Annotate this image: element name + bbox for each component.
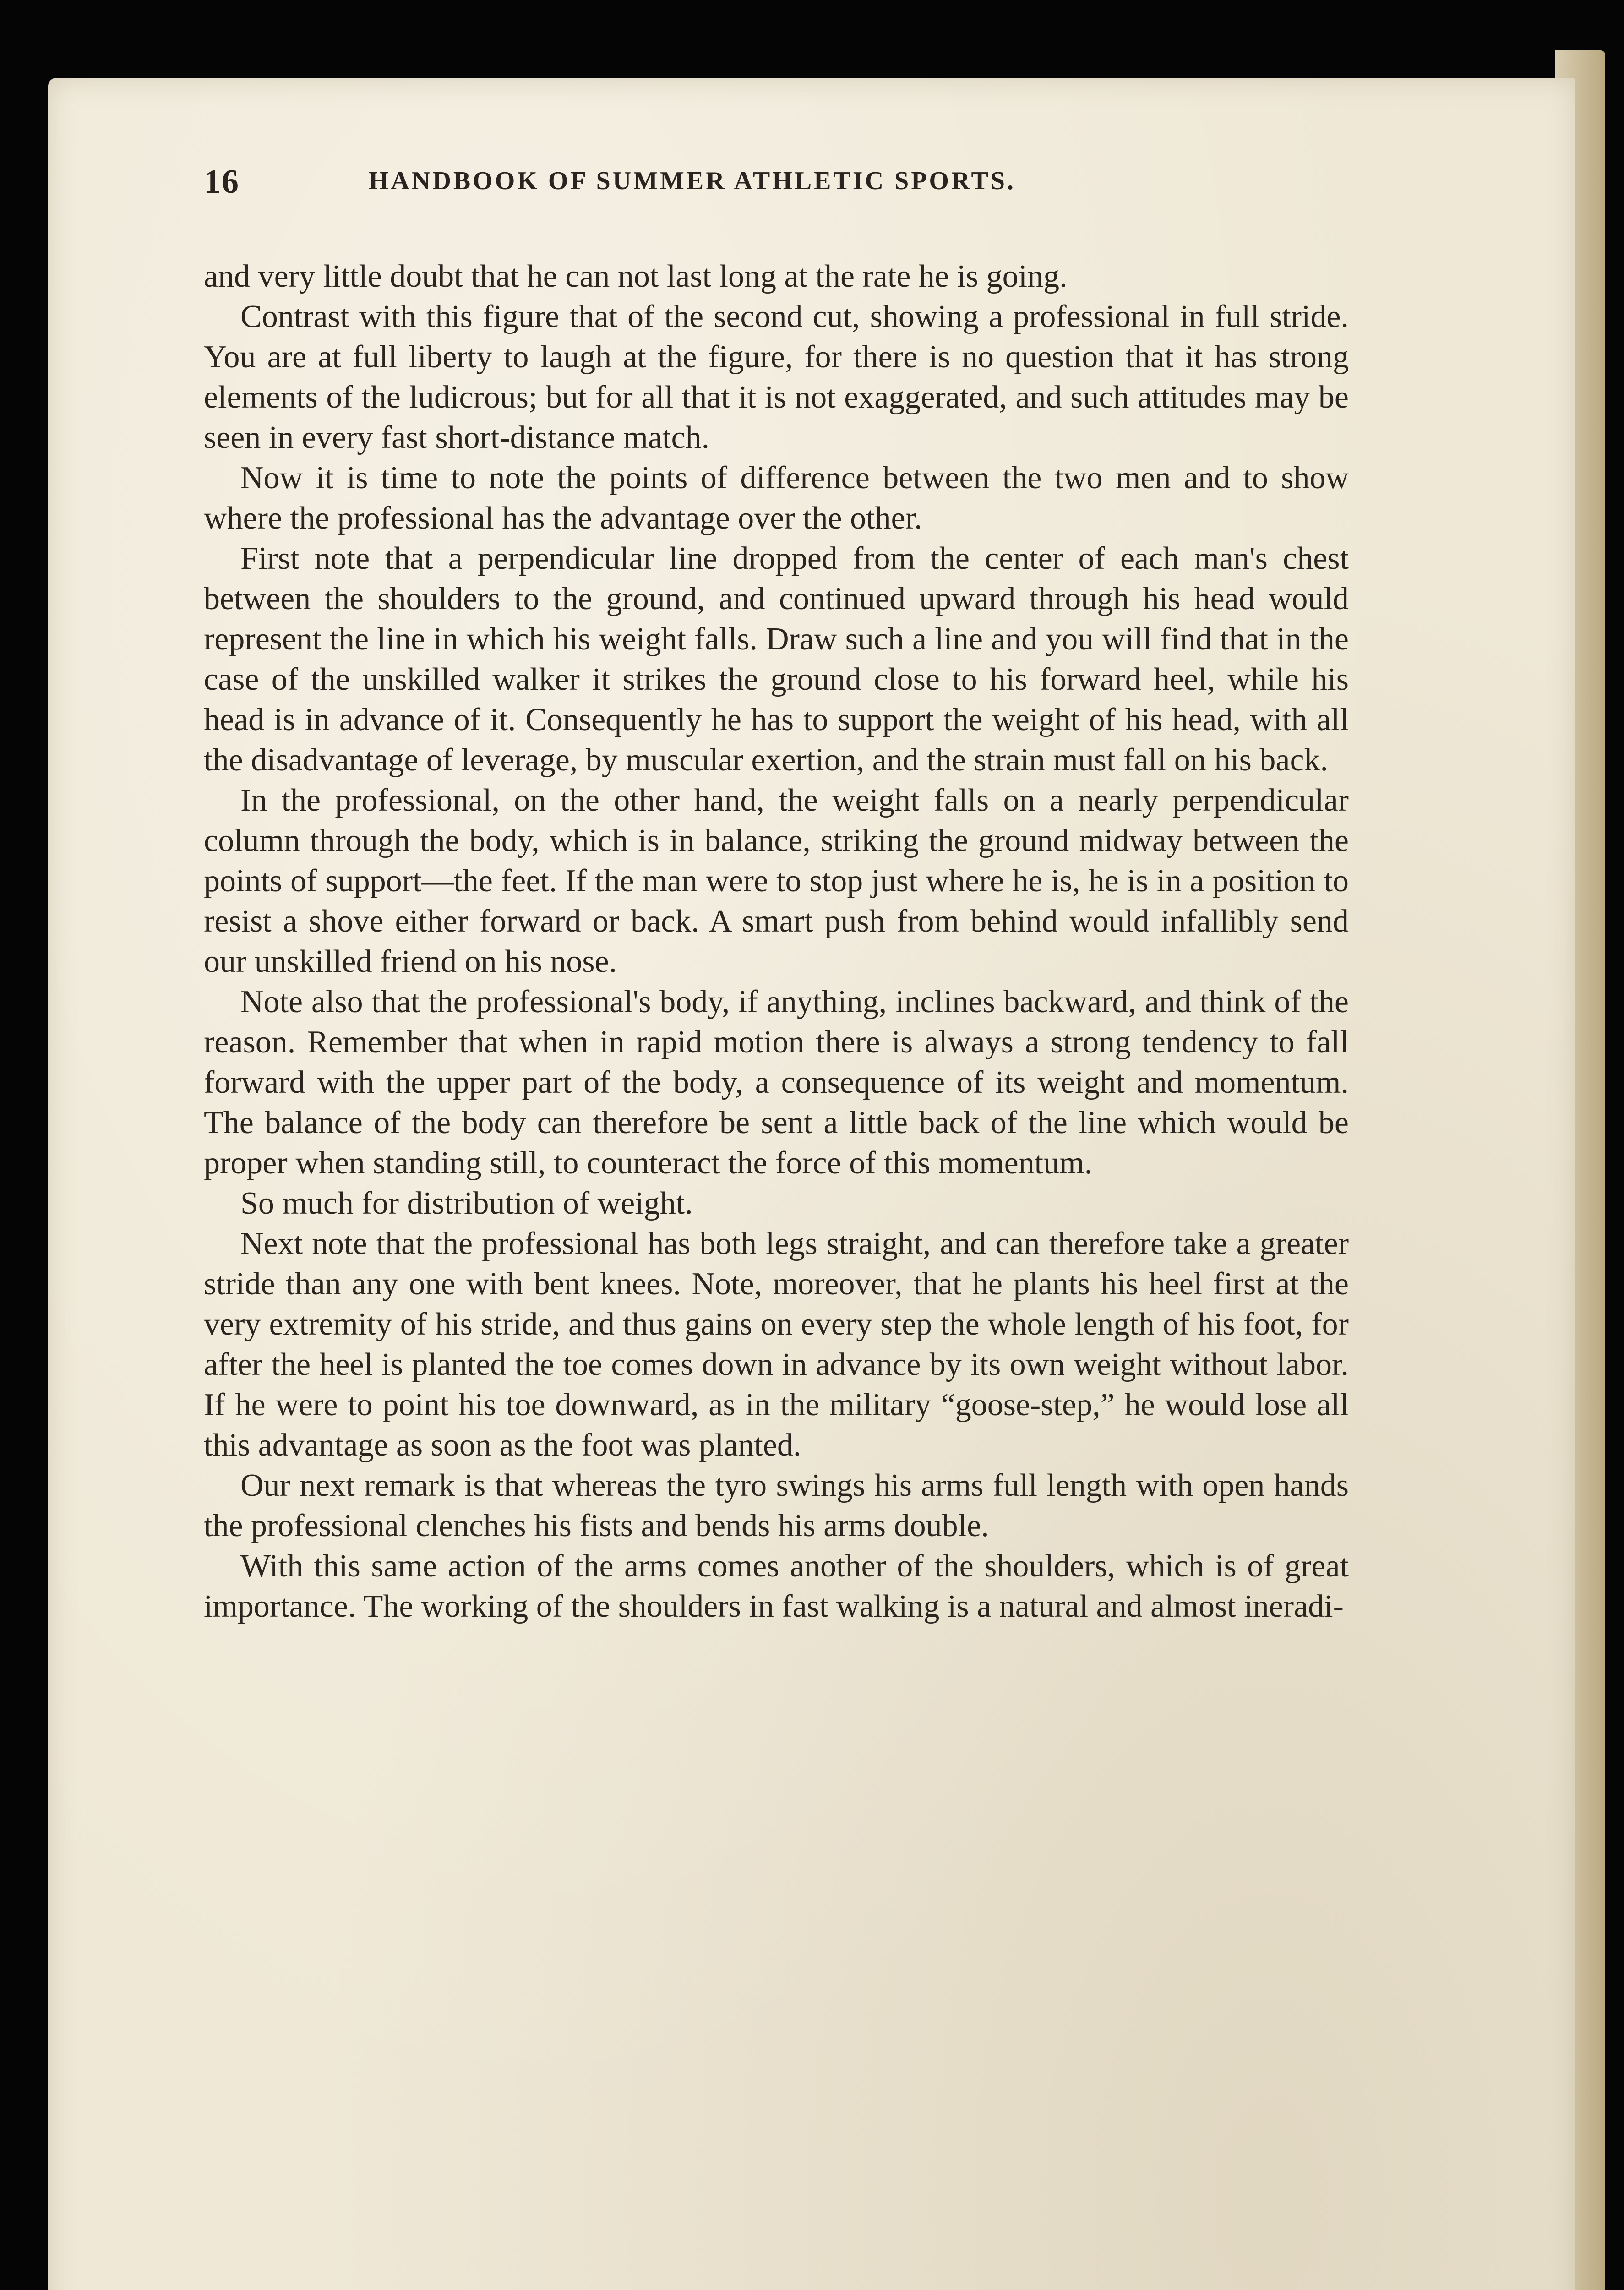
paragraph: In the professional, on the other hand, the weight falls on a nearly perpendicular column through the body, which is in balance, striking the ground midway between the points of support—the feet. If the man were to stop just where he is, he is in a position to resist a shove either forward or back. A smart push from behind would infallibly send our unskilled friend on his nose. — [204, 783, 1349, 979]
running-title: HANDBOOK OF SUMMER ATHLETIC SPORTS. — [369, 167, 1016, 195]
paragraph: Next note that the professional has both legs straight, and can therefore take a greater stride than any one with bent knees. Note, moreover, that he plants his heel first at the very extremity of his stride, and thus gains on every step the whole length of his foot, for after the heel is planted the toe comes down in advance by its own weight without labor. If he were to point his toe downward, as in the military “goose-step,” he would lose all this advantage as soon as the foot was planted. — [204, 1226, 1349, 1463]
paragraph: So much for distribution of weight. — [240, 1186, 693, 1221]
paragraph: Contrast with this figure that of the second cut, showing a professional in full stride. You are at full liberty to laugh at the figure, for there is no question that it has strong elements of the ludicrous; but for all that it is not exaggerated, and such attitudes may be seen in every fast short-distance match. — [204, 299, 1349, 455]
page-number: 16 — [204, 163, 240, 201]
paragraph: Now it is time to note the points of difference between the two men and to show where the professional has the advantage over the other. — [204, 460, 1349, 536]
paragraph: With this same action of the arms comes another of the shoulders, which is of great importance. The working of the shoulders in fast walking is a natural and almost ineradi- — [204, 1548, 1349, 1624]
paragraph: First note that a perpendicular line dropped from the center of each man's chest between the shoulders to the ground, and continued upward through his head would represent the line in which his weight falls. Draw such a line and you will find that in the case of the unskilled walker it strikes the ground close to his forward heel, while his head is in advance of it. Consequently he has to support the weight of his head, with all the disadvantage of leverage, by muscular exertion, and the strain must fall on his back. — [204, 541, 1349, 778]
paragraph: and very little doubt that he can not last long at the rate he is going. — [204, 259, 1068, 294]
body-text — [204, 256, 1349, 1627]
paragraph: Note also that the professional's body, if anything, inclines backward, and think of the reason. Remember that when in rapid motion there is always a strong tendency to fall forward with the upper part of the body, a consequence of its weight and momentum. The balance of the body can therefore be sent a little back of the line which would be proper when standing still, to counteract the force of this momentum. — [204, 984, 1349, 1181]
paragraph: Our next remark is that whereas the tyro swings his arms full length with open hands the professional clenches his fists and bends his arms double. — [204, 1468, 1349, 1543]
page-header — [204, 163, 1358, 213]
